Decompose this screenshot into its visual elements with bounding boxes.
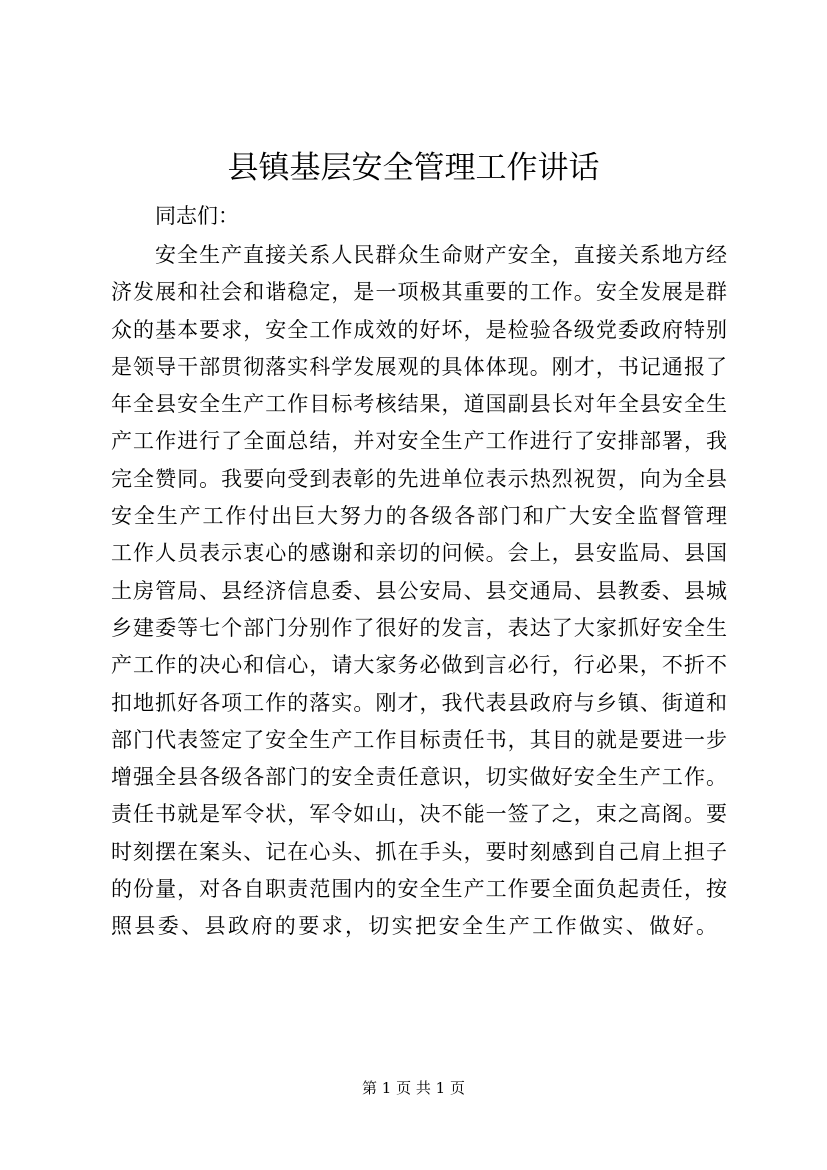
paragraph-line: 的份量，对各自职责范围内的安全生产工作要全面负起责任，按 — [111, 877, 727, 902]
paragraph-line: 扣地抓好各项工作的落实。刚才，我代表县政府与乡镇、街道和 — [111, 690, 727, 715]
page-number-footer: 第 1 页 共 1 页 — [362, 1079, 465, 1097]
paragraph-line: 安全生产工作付出巨大努力的各级各部门和广大安全监督管理 — [111, 504, 727, 529]
paragraph-line: 安全生产直接关系人民群众生命财产安全，直接关系地方经 — [155, 243, 727, 267]
paragraph-line: 乡建委等七个部门分别作了很好的发言，表达了大家抓好安全生 — [111, 615, 727, 640]
body-paragraph — [111, 237, 727, 946]
salutation: 同志们： — [155, 204, 239, 228]
paragraph-line: 增强全县各级各部门的安全责任意识，切实做好安全生产工作。 — [111, 765, 727, 790]
paragraph-line: 时刻摆在案头、记在心头、抓在手头，要时刻感到自己肩上担子 — [111, 839, 727, 864]
paragraph-line: 众的基本要求，安全工作成效的好坏，是检验各级党委政府特别 — [111, 317, 727, 342]
paragraph-line: 产工作的决心和信心，请大家务必做到言必行，行必果，不折不 — [111, 653, 727, 678]
paragraph-line: 照县委、县政府的要求，切实把安全生产工作做实、做好。 — [111, 914, 720, 939]
paragraph-line: 部门代表签定了安全生产工作目标责任书，其目的就是要进一步 — [111, 727, 727, 752]
paragraph-line: 工作人员表示衷心的感谢和亲切的问候。会上，县安监局、县国 — [111, 541, 727, 566]
paragraph-line: 济发展和社会和谐稳定，是一项极其重要的工作。安全发展是群 — [111, 280, 727, 305]
paragraph-line: 完全赞同。我要向受到表彰的先进单位表示热烈祝贺，向为全县 — [111, 466, 727, 491]
paragraph-line: 产工作进行了全面总结，并对安全生产工作进行了安排部署，我 — [111, 429, 727, 454]
paragraph-line: 年全县安全生产工作目标考核结果，道国副县长对年全县安全生 — [111, 392, 727, 417]
paragraph-line: 责任书就是军令状，军令如山，决不能一签了之，束之高阁。要 — [111, 802, 727, 827]
paragraph-line: 是领导干部贯彻落实科学发展观的具体体现。刚才，书记通报了 — [111, 354, 727, 379]
paragraph-line: 土房管局、县经济信息委、县公安局、县交通局、县教委、县城 — [111, 578, 727, 603]
document-title: 县镇基层安全管理工作讲话 — [227, 150, 600, 186]
